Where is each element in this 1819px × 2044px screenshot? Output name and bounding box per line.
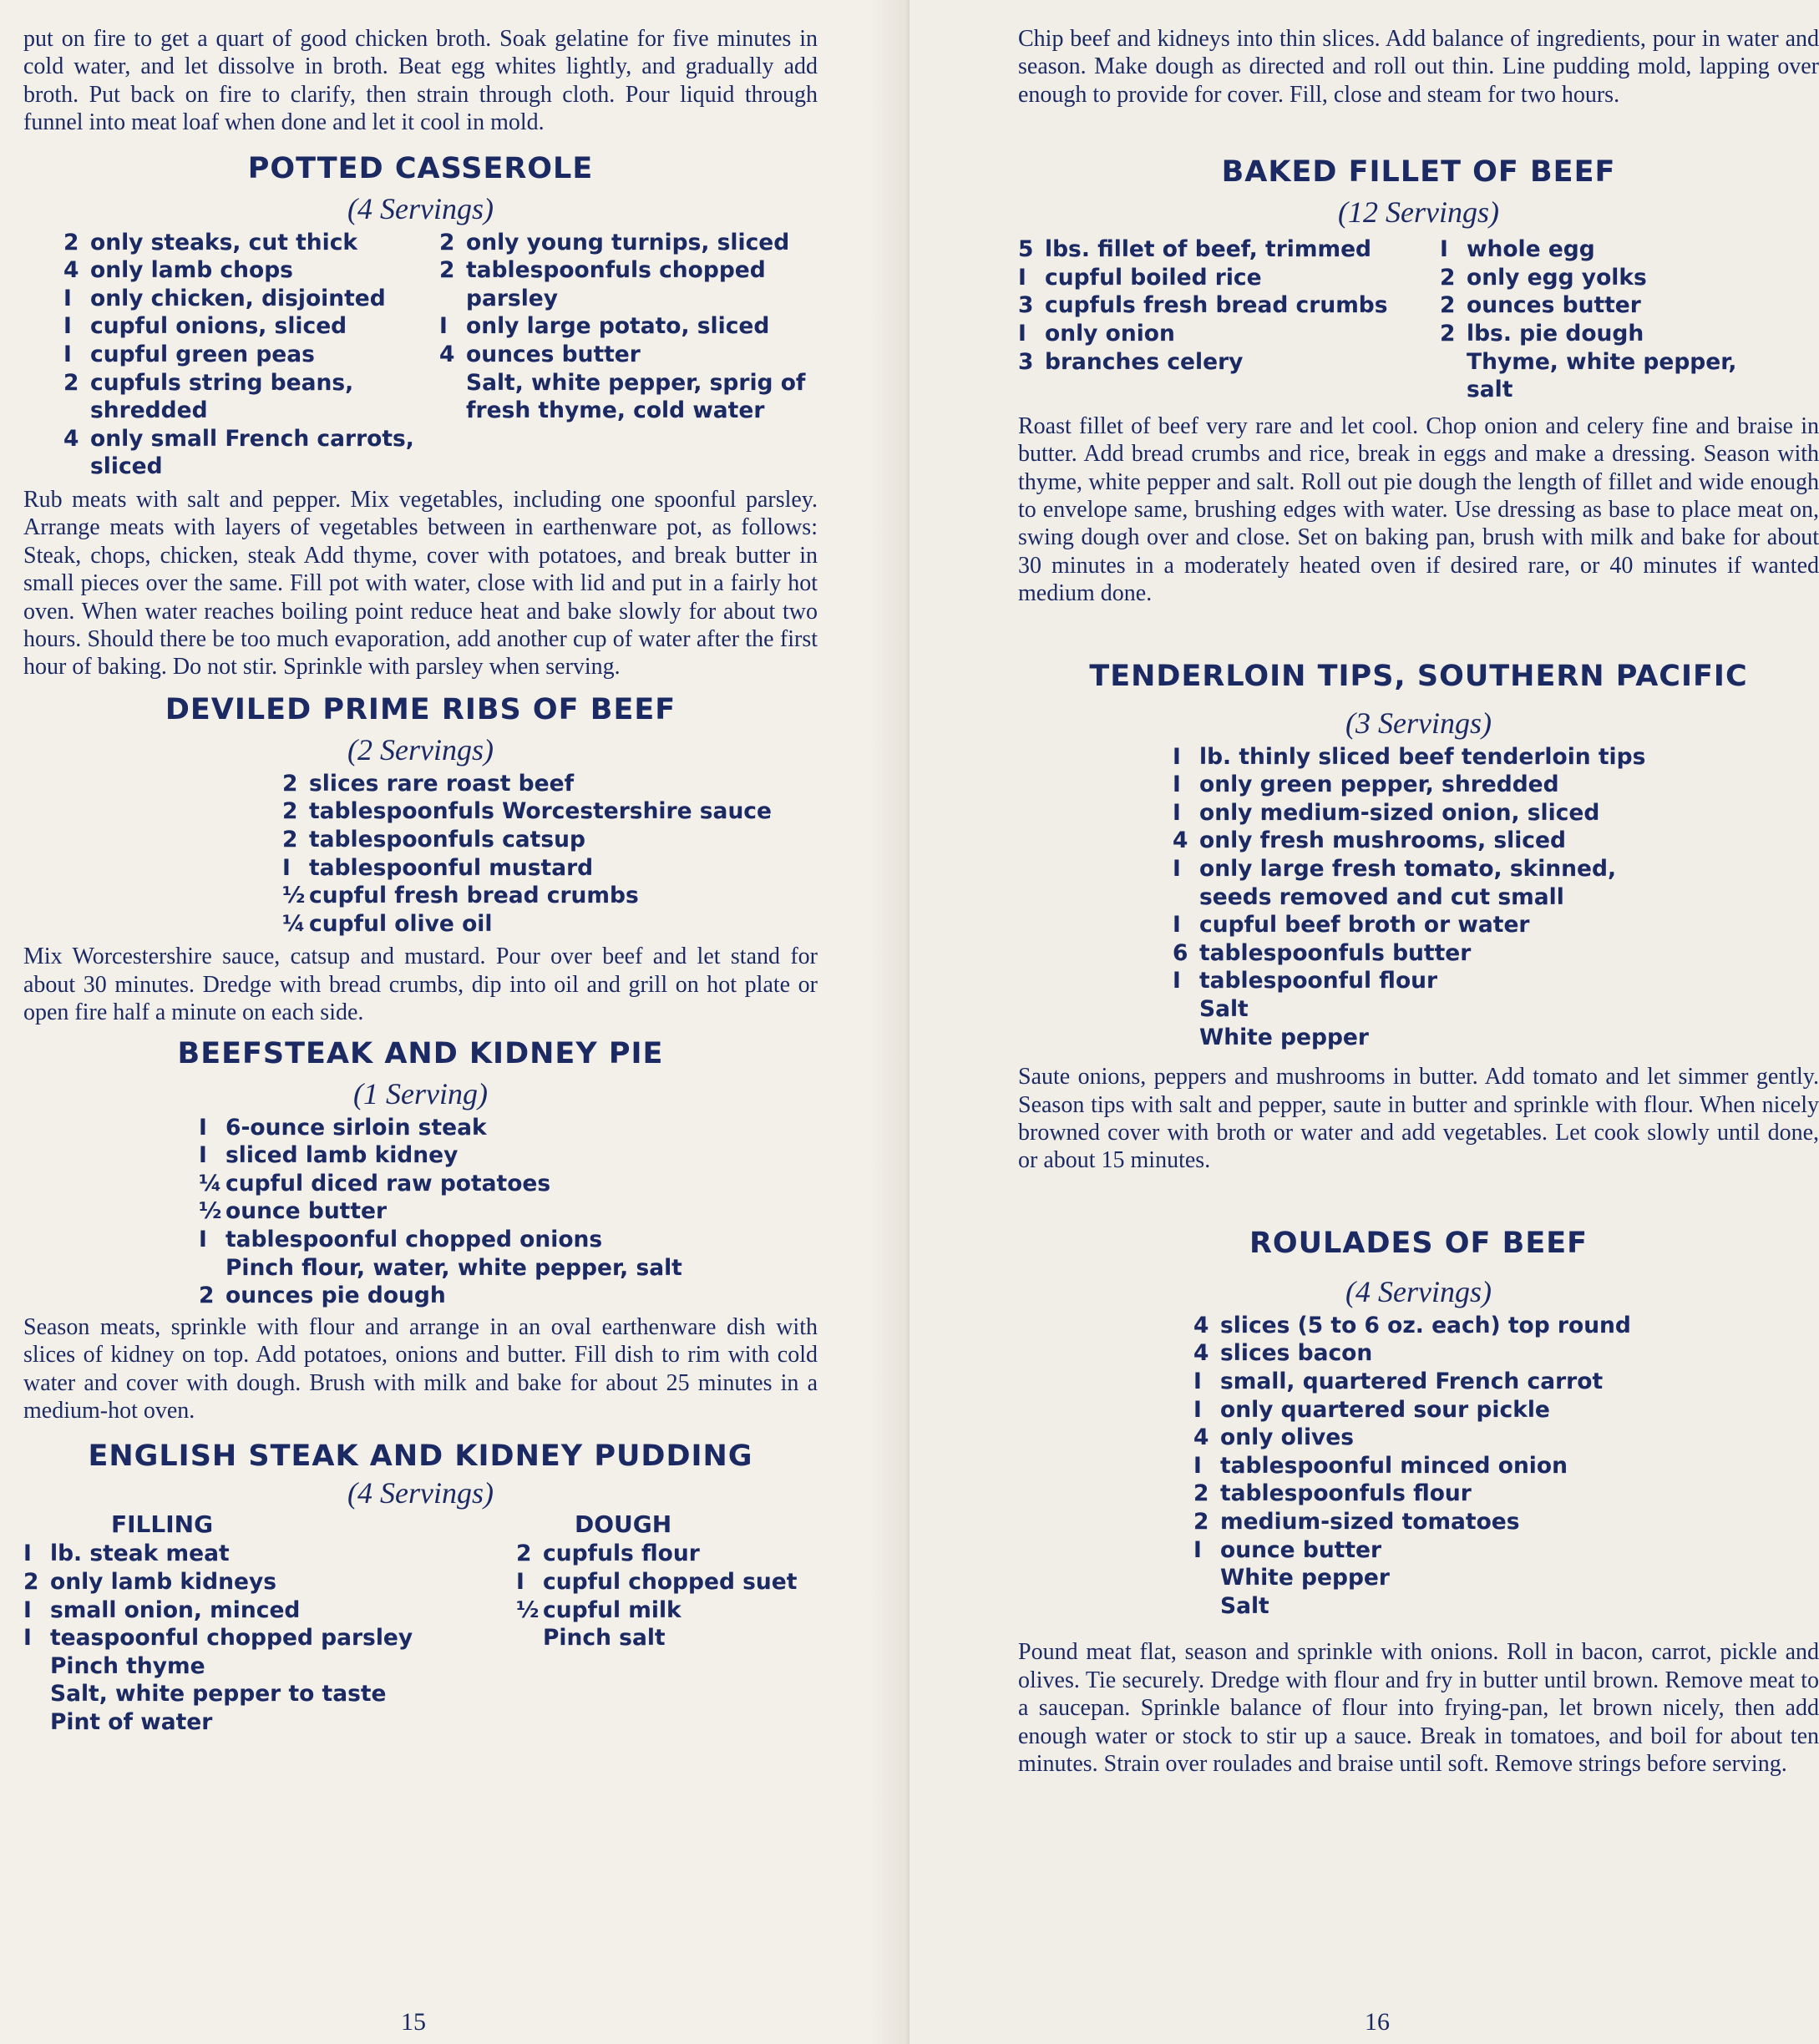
ingredient-item [1018,291,1440,320]
ingredient-item [1440,291,1791,320]
recipe-potted-casserole [23,149,818,681]
ingredient-text: only chicken, disjointed [90,285,386,311]
recipe-method: Mix Worcestershire sauce, catsup and mustard. Pour over beef and let stand for about 30 minutes. Dredge with bread crumbs, dip into oil and grill on hot plate or open fire half a minute on each side. [23,944,818,1026]
ingredient-quantity: 2 [439,257,455,284]
ingredient-text: Thyme, white pepper, salt [1467,348,1737,403]
ingredient-text: small onion, minced [50,1596,301,1623]
ingredient-item [63,285,439,313]
ingredient-text: only fresh mushrooms, sliced [1199,827,1566,854]
ingredient-item [439,256,807,312]
ingredient-text: tablespoonful chopped onions [225,1226,603,1252]
ingredient-item [199,1114,818,1142]
recipe-servings: (4 Servings) [347,191,494,225]
ingredient-quantity: 2 [282,827,298,853]
ingredient-quantity [23,1708,50,1737]
ingredient-quantity: 2 [23,1568,39,1595]
ingredient-text: only large potato, sliced [466,313,770,340]
ingredient-text: only olives [1220,1424,1355,1451]
ingredient-quantity [1440,348,1467,404]
ingredient-item [199,1170,818,1198]
ingredient-item [1193,1536,1819,1565]
ingredient-text: tablespoonful flour [1199,968,1438,994]
ingredient-text: tablespoonfuls butter [1199,939,1472,966]
ingredient-quantity: ¼ [199,1170,222,1197]
ingredient-quantity: 2 [1193,1480,1209,1507]
ingredient-text: tablespoonful minced onion [1220,1452,1568,1479]
ingredient-text: Pint of water [50,1708,213,1735]
recipe-method: Saute onions, peppers and mushrooms in butter. Add tomato and let simmer gently. Season tips with salt and pepper, saute in butter and sprinkle with flour. When nicely browned cover with broth or water and add vegetables. Let cook slowly until done, or about 15 minutes. [1018,1064,1819,1174]
ingredient-text: slices bacon [1220,1340,1373,1367]
ingredient-text: cupful chopped suet [543,1568,798,1595]
recipe-title: DEVILED PRIME RIBS OF BEEF [165,692,676,726]
ingredient-quantity: I [1193,1396,1202,1423]
ingredient-text: cupfuls fresh bread crumbs [1045,292,1388,319]
ingredient-item [1018,264,1440,292]
ingredient-item [1173,771,1657,799]
ingredient-quantity: I [63,313,72,340]
ingredient-quantity: I [1173,772,1181,798]
recipe-servings: (12 Servings) [1338,195,1499,230]
recipe-beefsteak-kidney-pie [23,1034,818,1425]
recipe-english-steak-kidney-pudding [23,1436,818,1736]
ingredient-quantity: I [439,313,448,340]
recipe-servings: (4 Servings) [1345,1274,1492,1308]
ingredient-text: slices rare roast beef [309,770,575,797]
ingredient-text: only steaks, cut thick [90,229,358,256]
ingredient-list [1440,235,1791,404]
ingredient-quantity [23,1652,50,1681]
ingredient-item [516,1624,817,1652]
filling-heading: FILLING [111,1510,214,1539]
ingredient-quantity: 2 [282,770,298,797]
ingredient-quantity: I [516,1568,524,1595]
ingredient-item [63,341,439,369]
ingredient-quantity: I [63,285,72,311]
ingredient-text: Pinch salt [543,1625,666,1652]
ingredient-quantity: 3 [1018,292,1034,319]
ingredient-text: lb. steak meat [50,1541,230,1567]
ingredient-quantity: I [282,854,291,881]
recipe-method: Pound meat flat, season and sprinkle with onions. Roll in bacon, carrot, pickle and olives. Tie securely. Dredge with flour and fry in butter until brown. Remove meat to a saucepan. Sprinkle balance of flour into frying-pan, let brown nicely, then add enough water or stock to stir up a sauce. Break in tomatoes, and boil for about ten minutes. Strain over roulades and braise until soft. Remove strings before serving. [1018,1639,1819,1777]
ingredient-text: Salt [1220,1592,1269,1619]
ingredient-quantity: 2 [1440,321,1456,347]
ingredient-item [282,882,818,910]
ingredient-item [1193,1396,1819,1424]
ingredient-quantity: 4 [1193,1312,1209,1338]
ingredient-text: only medium-sized onion, sliced [1199,799,1600,826]
recipe-deviled-prime-ribs [23,690,818,1027]
ingredient-text: White pepper [1199,1024,1369,1050]
ingredient-text: Pinch thyme [50,1652,205,1679]
ingredient-text: tablespoonfuls chopped parsley [466,257,766,311]
ingredient-item [1173,1024,1657,1052]
ingredient-quantity [1173,1024,1199,1052]
ingredient-quantity [23,1680,50,1708]
ingredient-quantity: I [1173,968,1181,994]
recipe-title: BEEFSTEAK AND KIDNEY PIE [177,1036,664,1070]
ingredient-list [23,1114,818,1310]
ingredient-quantity: I [199,1114,207,1141]
ingredient-quantity [1193,1564,1220,1592]
ingredient-item [199,1282,818,1310]
ingredient-item [199,1141,818,1170]
ingredient-quantity [1173,995,1199,1024]
ingredient-text: only lamb kidneys [50,1568,276,1595]
ingredient-quantity: I [1193,1536,1202,1563]
ingredient-quantity: I [1173,856,1181,882]
page-number: 15 [401,2008,426,2036]
ingredient-list [63,229,439,481]
ingredient-item [439,369,807,425]
ingredient-text: slices (5 to 6 oz. each) top round [1220,1312,1631,1338]
ingredient-item [1440,235,1791,264]
ingredient-quantity: 3 [1018,348,1034,375]
ingredient-item [1173,911,1657,939]
recipe-baked-fillet-of-beef [1018,152,1819,607]
recipe-method: Roast fillet of beef very rare and let cool. Chop onion and celery fine and braise in butter. Add bread crumbs and rice, break in eggs and make a dressing. Season with thyme, white pepper and salt. Roll out pie dough the length of fillet and wide enough to envelope same, brushing edges with water. Use dressing as base to place meat on, swing dough over and close. Set on baking pan, brush with milk and bake for about 30 minutes in a moderately heated oven if desired rare, or 40 minutes if wanted medium done. [1018,412,1819,607]
ingredient-quantity: I [1193,1452,1202,1479]
ingredient-item [1173,743,1657,772]
ingredient-text: only onion [1045,321,1175,347]
ingredient-item [63,369,439,425]
recipe-title: ROULADES OF BEEF [1249,1226,1588,1260]
ingredient-quantity: ¼ [282,910,306,937]
ingredient-item [1193,1508,1819,1536]
ingredient-list [516,1540,817,1652]
ingredient-item [1193,1564,1819,1592]
ingredient-text: only young turnips, sliced [466,229,790,256]
ingredient-text: tablespoonful mustard [309,854,594,881]
ingredient-item [516,1568,817,1596]
ingredient-quantity: 4 [1193,1424,1209,1451]
ingredient-text: cupful olive oil [309,910,493,937]
ingredient-text: cupful onions, sliced [90,313,347,340]
ingredient-item [282,826,818,854]
ingredient-quantity: I [1173,799,1181,826]
ingredient-text: ounces butter [466,342,641,367]
recipe-roulades-of-beef [1018,1223,1819,1778]
ingredient-quantity: 6 [1173,939,1188,966]
ingredient-text: only small French carrots, sliced [90,425,414,480]
ingredient-item [1440,320,1791,348]
ingredient-quantity: I [23,1596,32,1623]
ingredient-quantity: 2 [516,1541,532,1567]
ingredient-item [23,1624,516,1652]
ingredient-text: lb. thinly sliced beef tenderloin tips [1199,743,1646,770]
ingredient-list [1018,235,1440,404]
ingredient-item [63,425,439,481]
recipe-title: BAKED FILLET OF BEEF [1221,155,1616,190]
ingredient-quantity: ½ [199,1198,222,1225]
ingredient-quantity: I [1440,236,1448,263]
recipe-method: Season meats, sprinkle with flour and arrange in an oval earthenware dish with slices of kidney on top. Add potatoes, onions and butter. Fill dish to rim with cold water and cover with dough. Brush with milk and bake for about 25 minutes in a medium-hot oven. [23,1313,818,1424]
ingredient-quantity: I [63,342,72,367]
ingredient-item [282,770,818,798]
ingredient-item [1173,855,1657,911]
recipe-servings: (2 Servings) [347,732,494,766]
ingredient-text: ounce butter [225,1198,388,1225]
ingredient-list [23,770,818,939]
ingredient-item [63,256,439,285]
ingredient-item [23,1540,516,1568]
recipe-servings: (4 Servings) [347,1476,494,1510]
ingredient-item [1173,967,1657,995]
ingredient-text: 6-ounce sirloin steak [225,1114,487,1141]
ingredient-item [1193,1480,1819,1508]
ingredient-item [1173,995,1657,1024]
ingredient-quantity: 2 [63,229,79,256]
ingredient-text: cupful fresh bread crumbs [309,883,639,909]
ingredient-quantity: 2 [63,369,79,396]
ingredient-item [1018,348,1440,377]
ingredient-text: whole egg [1467,236,1595,263]
ingredient-quantity: I [1193,1368,1202,1394]
ingredient-item [282,910,818,939]
ingredient-quantity: 4 [63,257,79,284]
ingredient-quantity: 4 [1193,1340,1209,1367]
ingredient-item [516,1596,817,1625]
ingredient-item [1193,1592,1819,1621]
ingredient-item [23,1652,516,1681]
ingredient-item [23,1568,516,1596]
recipe-servings: (1 Serving) [353,1076,488,1111]
ingredient-text: cupful diced raw potatoes [225,1170,551,1197]
ingredient-quantity: I [199,1142,207,1169]
ingredient-text: cupful boiled rice [1045,264,1262,291]
ingredient-text: Pinch flour, water, white pepper, salt [225,1254,682,1281]
ingredient-item [23,1708,516,1737]
ingredient-text: cupfuls flour [543,1541,700,1567]
dough-heading: DOUGH [575,1510,672,1539]
ingredient-text: Salt, white pepper, sprig of fresh thyme, cold water [466,369,806,424]
ingredient-item [1173,939,1657,968]
ingredient-list [1018,743,1657,1052]
ingredient-quantity: 2 [1440,292,1456,319]
ingredient-quantity: 2 [439,229,455,256]
ingredient-item [23,1680,516,1708]
ingredient-quantity [1193,1592,1220,1621]
ingredient-text: sliced lamb kidney [225,1142,459,1169]
ingredient-item [1193,1312,1819,1340]
ingredient-item [439,312,807,341]
ingredient-text: cupful milk [543,1596,681,1623]
ingredient-text: cupfuls string beans, shredded [90,369,354,424]
ingredient-quantity: 2 [199,1283,215,1309]
recipe-method: Rub meats with salt and pepper. Mix vegetables, including one spoonful parsley. Arrange meats with layers of vegetables between in earthenware pot, as follows: Steak, chops, chicken, steak Add thyme, cover with potatoes, and break butter in small pieces over the same. Fill pot with water, close with lid and put in a fairly hot oven. When water reaches boiling point reduce heat and bake slowly for about two hours. Should there be too much evaporation, add another cup of water after the first hour of baking. Do not stir. Sprinkle with parsley when serving. [23,486,818,680]
ingredient-text: Salt [1199,995,1249,1022]
ingredient-text: cupful beef broth or water [1199,912,1530,939]
ingredient-quantity [199,1254,225,1283]
recipe-servings: (3 Servings) [1345,706,1492,740]
recipe-tenderloin-tips [1018,656,1819,1175]
ingredient-quantity: 2 [282,798,298,825]
ingredient-text: ounce butter [1220,1536,1382,1563]
ingredient-quantity: ½ [282,883,306,909]
ingredient-text: only lamb chops [90,257,293,284]
ingredient-quantity: 2 [1440,264,1456,291]
ingredient-quantity: I [1018,264,1026,291]
ingredient-quantity: 4 [63,425,79,452]
right-page [910,0,1819,2044]
ingredient-item [1018,235,1440,264]
ingredient-text: White pepper [1220,1565,1390,1591]
ingredient-item [1440,264,1791,292]
ingredient-item [282,797,818,826]
ingredient-text: only green pepper, shredded [1199,772,1559,798]
intro-paragraph: Chip beef and kidneys into thin slices. Add balance of ingredients, pour in water and season. Make dough as directed and roll out thin. Line pudding mold, lapping over enough to provide for cover. Fill, close and steam for two hours. [1018,26,1819,108]
ingredient-quantity: 5 [1018,236,1034,263]
ingredient-text: only large fresh tomato, skinned, seeds removed and cut small [1199,856,1617,910]
ingredient-list [23,1540,516,1736]
ingredient-text: lbs. pie dough [1467,321,1644,347]
ingredient-text: tablespoonfuls catsup [309,827,585,853]
ingredient-quantity: I [199,1226,207,1252]
ingredient-item [1193,1452,1819,1480]
ingredient-text: teaspoonful chopped parsley [50,1625,413,1652]
ingredient-item [199,1254,818,1283]
ingredient-item [1018,320,1440,348]
ingredient-text: ounces butter [1467,292,1641,319]
ingredient-item [199,1226,818,1254]
ingredient-text: tablespoonfuls flour [1220,1480,1472,1507]
ingredient-quantity: 4 [439,342,455,367]
recipe-title: TENDERLOIN TIPS, SOUTHERN PACIFIC [1089,659,1748,693]
ingredient-text: tablespoonfuls Worcestershire sauce [309,798,772,825]
ingredient-item [63,229,439,257]
ingredient-item [1193,1368,1819,1396]
recipe-title: POTTED CASSEROLE [247,151,594,185]
ingredient-item [1193,1424,1819,1452]
ingredient-list [439,229,807,481]
ingredient-item [439,229,807,257]
ingredient-item [1440,348,1791,404]
ingredient-quantity: I [1173,743,1181,770]
ingredient-item [1173,827,1657,855]
ingredient-item [23,1596,516,1625]
ingredient-quantity: ½ [516,1596,540,1623]
ingredient-text: lbs. fillet of beef, trimmed [1045,236,1372,263]
ingredient-item [63,312,439,341]
ingredient-quantity: I [1173,912,1181,939]
ingredient-text: only quartered sour pickle [1220,1396,1550,1423]
ingredient-item [439,341,807,369]
ingredient-quantity: I [1018,321,1026,347]
ingredient-text: small, quartered French carrot [1220,1368,1604,1394]
recipe-title: ENGLISH STEAK AND KIDNEY PUDDING [88,1439,753,1474]
ingredient-text: cupful green peas [90,342,315,367]
ingredient-quantity: 4 [1173,827,1188,854]
ingredient-text: Salt, white pepper to taste [50,1681,387,1708]
ingredient-text: medium-sized tomatoes [1220,1508,1520,1535]
intro-paragraph: put on fire to get a quart of good chicken broth. Soak gelatine for five minutes in cold water, and let dissolve in broth. Beat egg whites lightly, and gradually add broth. Put back on fire to clarify, then strain through cloth. Pour liquid through funnel into meat loaf when done and let it cool in mold. [23,26,818,136]
ingredient-text: branches celery [1045,348,1244,375]
ingredient-quantity [439,369,466,425]
ingredient-text: only egg yolks [1467,264,1647,291]
ingredient-quantity: 2 [1193,1508,1209,1535]
ingredient-item [516,1540,817,1568]
page-number: 16 [1365,2008,1390,2036]
ingredient-item [199,1197,818,1226]
ingredient-item [1173,799,1657,827]
ingredient-list [1018,1312,1819,1621]
ingredient-item [282,854,818,883]
ingredient-quantity: I [23,1625,32,1652]
ingredient-quantity [516,1624,543,1652]
ingredient-quantity: I [23,1541,32,1567]
ingredient-item [1193,1339,1819,1368]
ingredient-text: ounces pie dough [225,1283,446,1309]
